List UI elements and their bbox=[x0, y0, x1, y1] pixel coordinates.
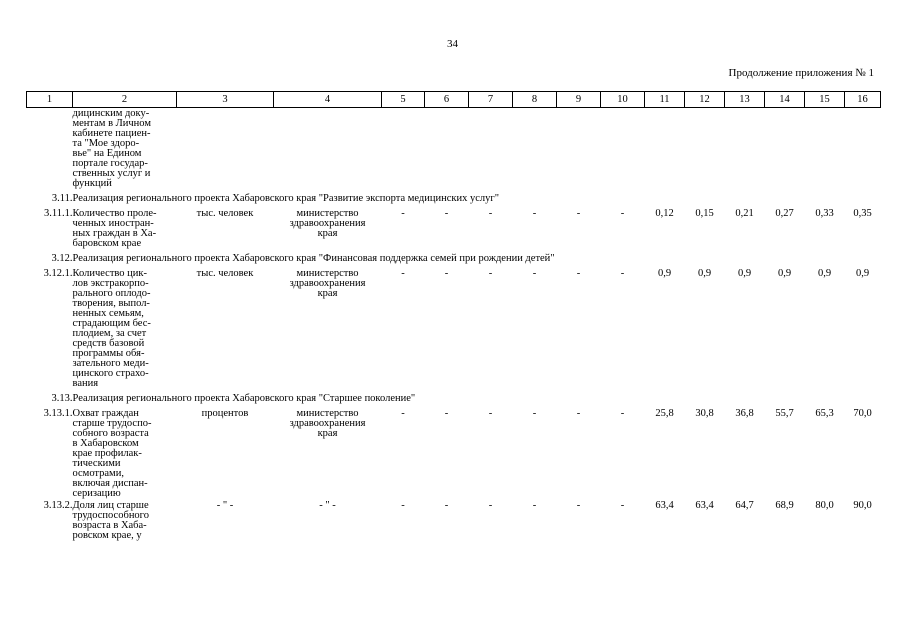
value-cell: 36,8 bbox=[735, 408, 754, 419]
responsible-executor bbox=[274, 407, 382, 499]
value-cell: 30,8 bbox=[695, 408, 714, 419]
appendix-continuation-label: Продолжение приложения № 1 bbox=[728, 67, 874, 79]
value-cell: 64,7 bbox=[735, 500, 754, 511]
text-line: здравоохранения bbox=[289, 218, 366, 229]
text-line: министерство bbox=[296, 268, 359, 279]
column-number-8: 8 bbox=[513, 92, 557, 108]
text-line: функций bbox=[72, 178, 112, 189]
indicator-number: 3.13.2. bbox=[43, 500, 73, 511]
value-cell: - bbox=[488, 268, 493, 279]
indicator-name bbox=[73, 407, 177, 499]
value-cell: - bbox=[401, 408, 405, 419]
text-line: министерство bbox=[296, 208, 359, 219]
text-line: трудоспособного bbox=[72, 510, 149, 521]
section-number: 3.12. bbox=[51, 253, 73, 264]
unit-of-measure: тыс. человек bbox=[196, 208, 254, 219]
indicator-name bbox=[73, 267, 177, 389]
text-line: портале государ- bbox=[72, 158, 148, 169]
value-cell: 63,4 bbox=[655, 500, 674, 511]
text-line: здравоохранения bbox=[289, 278, 366, 289]
unit-of-measure: - " - bbox=[216, 500, 234, 511]
column-number-1: 1 bbox=[27, 92, 73, 108]
empty-cell bbox=[513, 108, 557, 190]
empty-cell bbox=[601, 108, 645, 190]
empty-cell bbox=[557, 108, 601, 190]
column-number-13: 13 bbox=[725, 92, 765, 108]
value-cell: - bbox=[620, 408, 625, 419]
text-line: зательного меди- bbox=[72, 358, 149, 369]
text-line: ченных иностран- bbox=[72, 218, 154, 229]
indicators-table bbox=[26, 91, 881, 541]
text-line: края bbox=[317, 228, 338, 239]
value-cell: - bbox=[488, 500, 493, 511]
value-cell: - bbox=[532, 408, 537, 419]
value-cell: - bbox=[620, 208, 625, 219]
value-cell: - bbox=[401, 500, 405, 511]
text-line: ровском крае, у bbox=[72, 530, 142, 541]
text-line: возраста в Хаба- bbox=[72, 520, 147, 531]
section-row bbox=[27, 189, 881, 207]
value-cell: 0,35 bbox=[853, 208, 872, 219]
text-line: - " - bbox=[319, 500, 336, 511]
text-line: кабинете пациен- bbox=[72, 128, 151, 139]
text-line: баровском крае bbox=[72, 238, 142, 249]
empty-cell bbox=[425, 108, 469, 190]
text-line: творения, выпол- bbox=[72, 298, 150, 309]
indicator-name bbox=[73, 499, 177, 541]
text-line: Охват граждан bbox=[72, 408, 139, 419]
text-line: страдающим бес- bbox=[72, 318, 151, 329]
empty-cell bbox=[765, 108, 805, 190]
value-cell: 0,9 bbox=[777, 268, 792, 279]
text-line: ственных услуг и bbox=[72, 168, 151, 179]
indicator-row bbox=[27, 267, 881, 389]
column-number-14: 14 bbox=[765, 92, 805, 108]
value-cell: 65,3 bbox=[815, 408, 834, 419]
empty-cell bbox=[177, 108, 274, 190]
value-cell: 55,7 bbox=[775, 408, 794, 419]
empty-cell bbox=[274, 108, 382, 190]
column-number-11: 11 bbox=[645, 92, 685, 108]
value-cell: 0,9 bbox=[697, 268, 712, 279]
empty-cell bbox=[27, 108, 73, 190]
column-number-header-row bbox=[27, 92, 881, 108]
value-cell: - bbox=[576, 208, 581, 219]
value-cell: 68,9 bbox=[775, 500, 794, 511]
section-row bbox=[27, 389, 881, 407]
value-cell: - bbox=[532, 208, 537, 219]
text-line: рального оплодо- bbox=[72, 288, 151, 299]
value-cell: - bbox=[576, 268, 581, 279]
indicator-number: 3.13.1. bbox=[43, 408, 73, 419]
text-line: дицинским доку- bbox=[72, 108, 150, 119]
empty-cell bbox=[805, 108, 845, 190]
section-number: 3.11. bbox=[51, 193, 73, 204]
text-line: плодием, за счет bbox=[72, 328, 147, 339]
value-cell: - bbox=[401, 208, 405, 219]
text-line: лов экстракорпо- bbox=[72, 278, 149, 289]
value-cell: - bbox=[532, 500, 537, 511]
text-line: Доля лиц старше bbox=[72, 500, 149, 511]
column-number-3: 3 bbox=[177, 92, 274, 108]
value-cell: 80,0 bbox=[815, 500, 834, 511]
value-cell: - bbox=[532, 268, 537, 279]
text-line: ненных семьям, bbox=[72, 308, 144, 319]
value-cell: 0,27 bbox=[775, 208, 794, 219]
responsible-executor bbox=[274, 207, 382, 249]
indicator-name-continued bbox=[73, 108, 177, 190]
text-line: крае профилак- bbox=[72, 448, 142, 459]
value-cell: 0,9 bbox=[817, 268, 832, 279]
text-line: в Хабаровском bbox=[72, 438, 139, 449]
table-row-continued bbox=[27, 108, 881, 190]
section-title: Реализация регионального проекта Хабаровского края "Старшее поколение" bbox=[72, 393, 416, 404]
indicator-number: 3.12.1. bbox=[43, 268, 73, 279]
value-cell: - bbox=[444, 500, 449, 511]
table-body bbox=[27, 108, 881, 542]
unit-of-measure: тыс. человек bbox=[196, 268, 254, 279]
value-cell: 0,9 bbox=[737, 268, 752, 279]
value-cell: - bbox=[488, 408, 493, 419]
text-line: вье" на Едином bbox=[72, 148, 142, 159]
value-cell: 0,9 bbox=[657, 268, 672, 279]
indicator-row bbox=[27, 207, 881, 249]
text-line: ных граждан в Ха- bbox=[72, 228, 157, 239]
text-line: серизацию bbox=[72, 488, 121, 499]
text-line: цинского страхо- bbox=[72, 368, 149, 379]
value-cell: - bbox=[444, 408, 449, 419]
empty-cell bbox=[645, 108, 685, 190]
value-cell: - bbox=[444, 208, 449, 219]
value-cell: - bbox=[576, 408, 581, 419]
text-line: старше трудоспо- bbox=[72, 418, 152, 429]
value-cell: 25,8 bbox=[655, 408, 674, 419]
column-number-9: 9 bbox=[557, 92, 601, 108]
empty-cell bbox=[382, 108, 425, 190]
empty-cell bbox=[845, 108, 881, 190]
value-cell: 0,21 bbox=[735, 208, 754, 219]
value-cell: 0,12 bbox=[655, 208, 674, 219]
text-line: включая диспан- bbox=[72, 478, 148, 489]
responsible-executor bbox=[274, 267, 382, 389]
text-line: Количество проле- bbox=[72, 208, 157, 219]
section-number: 3.13. bbox=[51, 393, 73, 404]
column-number-5: 5 bbox=[382, 92, 425, 108]
indicator-row bbox=[27, 407, 881, 499]
empty-cell bbox=[469, 108, 513, 190]
text-line: тическими bbox=[72, 458, 121, 469]
value-cell: 0,33 bbox=[815, 208, 834, 219]
value-cell: - bbox=[620, 268, 625, 279]
section-title: Реализация регионального проекта Хабаровского края "Финансовая поддержка семей при рождении детей" bbox=[72, 253, 555, 264]
column-number-10: 10 bbox=[601, 92, 645, 108]
empty-cell bbox=[685, 108, 725, 190]
value-cell: - bbox=[576, 500, 581, 511]
text-line: здравоохранения bbox=[289, 418, 366, 429]
text-line: вания bbox=[72, 378, 99, 389]
value-cell: - bbox=[488, 208, 493, 219]
unit-of-measure: процентов bbox=[201, 408, 249, 419]
page-number: 34 bbox=[447, 38, 458, 50]
responsible-executor bbox=[274, 499, 382, 541]
value-cell: - bbox=[620, 500, 625, 511]
column-number-4: 4 bbox=[274, 92, 382, 108]
text-line: ментам в Личном bbox=[72, 118, 151, 129]
column-number-6: 6 bbox=[425, 92, 469, 108]
column-number-16: 16 bbox=[845, 92, 881, 108]
text-line: министерство bbox=[296, 408, 359, 419]
value-cell: - bbox=[401, 268, 405, 279]
section-title: Реализация регионального проекта Хабаровского края "Развитие экспорта медицинских услуг" bbox=[72, 193, 499, 204]
text-line: осмотрами, bbox=[72, 468, 124, 479]
empty-cell bbox=[725, 108, 765, 190]
indicator-row bbox=[27, 499, 881, 541]
column-number-2: 2 bbox=[73, 92, 177, 108]
value-cell: 63,4 bbox=[695, 500, 714, 511]
column-number-7: 7 bbox=[469, 92, 513, 108]
text-line: края bbox=[317, 288, 338, 299]
value-cell: 0,15 bbox=[695, 208, 714, 219]
indicator-number: 3.11.1. bbox=[44, 208, 73, 219]
text-line: собного возраста bbox=[72, 428, 149, 439]
text-line: та "Мое здоро- bbox=[72, 138, 140, 149]
section-row bbox=[27, 249, 881, 267]
text-line: средств базовой bbox=[72, 338, 145, 349]
indicator-name bbox=[73, 207, 177, 249]
value-cell: - bbox=[444, 268, 449, 279]
value-cell: 70,0 bbox=[853, 408, 872, 419]
value-cell: 0,9 bbox=[855, 268, 870, 279]
column-number-12: 12 bbox=[685, 92, 725, 108]
text-line: Количество цик- bbox=[72, 268, 147, 279]
value-cell: 90,0 bbox=[853, 500, 872, 511]
text-line: края bbox=[317, 428, 338, 439]
text-line: программы обя- bbox=[72, 348, 145, 359]
column-number-15: 15 bbox=[805, 92, 845, 108]
